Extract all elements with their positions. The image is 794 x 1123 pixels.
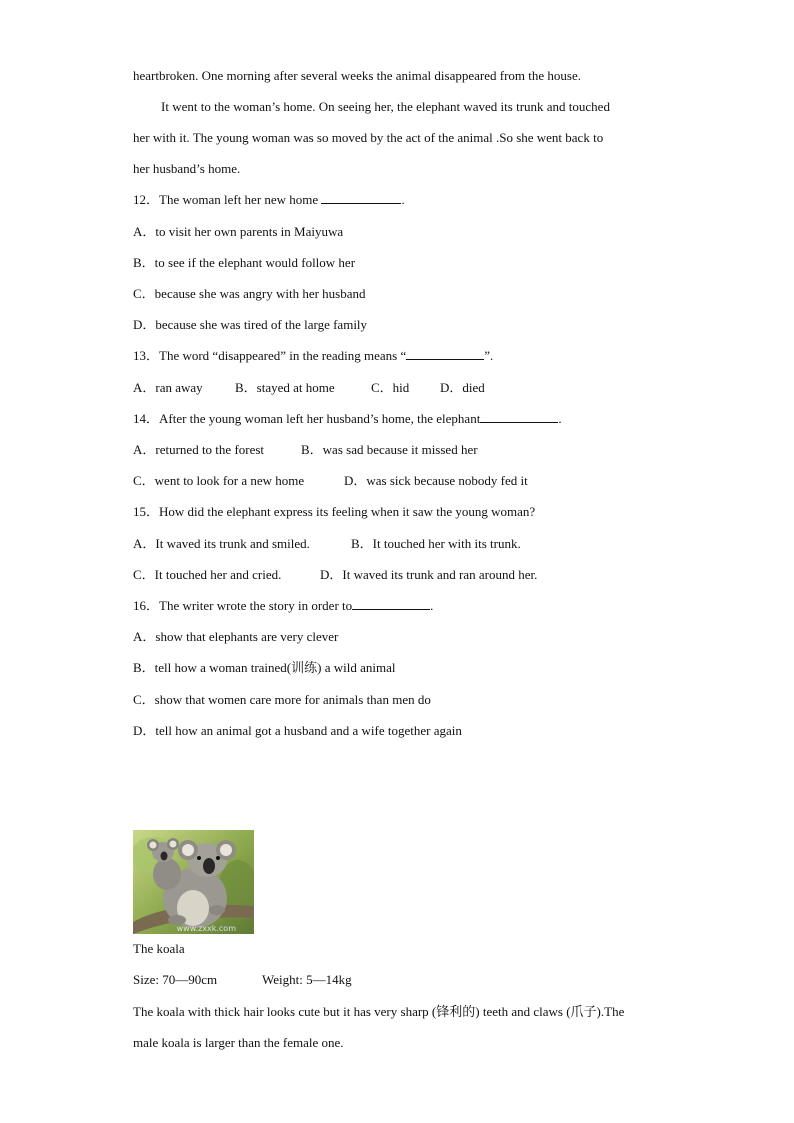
passage-line: her husband’s home. xyxy=(133,161,241,176)
option-a: A．show that elephants are very clever xyxy=(133,629,339,644)
question-14-options-cd xyxy=(133,473,528,489)
option-d: D．died xyxy=(440,380,485,395)
koala-size: Size: 70—90cm xyxy=(133,972,218,987)
option-b: B．to see if the elephant would follow her xyxy=(133,255,356,270)
question-13-options xyxy=(133,380,485,396)
option-d: D．was sick because nobody fed it xyxy=(344,473,528,488)
passage-line: her with it. The young woman was so moved by the act of the animal .So she went back to xyxy=(133,130,604,145)
answer-blank xyxy=(406,348,484,360)
passage-line: heartbroken. One morning after several weeks the animal disappeared from the house. xyxy=(133,68,581,83)
koala-photo xyxy=(133,830,254,934)
koala-stats xyxy=(133,972,352,988)
question-14-options-ab xyxy=(133,442,478,458)
question-14-stem xyxy=(133,411,562,427)
passage-line: It went to the woman’s home. On seeing her, the elephant waved its trunk and touched xyxy=(161,99,610,114)
option-d: D．because she was tired of the large family xyxy=(133,317,368,332)
koala-caption: The koala xyxy=(133,941,185,956)
option-a: A．ran away xyxy=(133,380,203,395)
question-text: 12．The woman left her new home xyxy=(133,192,319,207)
question-15-options-cd xyxy=(133,567,537,583)
question-text: 14．After the young woman left her husband’s home, the elephant xyxy=(133,411,481,426)
option-b: B．stayed at home xyxy=(235,380,335,395)
option-b: B．It touched her with its trunk. xyxy=(351,536,521,551)
question-15-stem: 15．How did the elephant express its feeling when it saw the young woman? xyxy=(133,504,536,519)
option-d: D．tell how an animal got a husband and a wife together again xyxy=(133,723,462,738)
koala-description: male koala is larger than the female one. xyxy=(133,1035,344,1050)
option-a: A．It waved its trunk and smiled. xyxy=(133,536,310,551)
question-end: . xyxy=(558,411,562,426)
option-c: C．show that women care more for animals than men do xyxy=(133,692,431,707)
option-c: C．It touched her and cried. xyxy=(133,567,282,582)
option-a: A．to visit her own parents in Maiyuwa xyxy=(133,224,344,239)
watermark: www.zxxk.com xyxy=(176,924,236,933)
option-d: D．It waved its trunk and ran around her. xyxy=(320,567,538,582)
question-12-stem xyxy=(133,192,405,208)
koala-illustration xyxy=(133,830,254,934)
question-end: . xyxy=(401,192,405,207)
question-16-stem xyxy=(133,598,433,614)
answer-blank xyxy=(321,192,401,204)
question-text: 16．The writer wrote the story in order to xyxy=(133,598,353,613)
question-15-options-ab xyxy=(133,536,521,552)
answer-blank xyxy=(352,598,430,610)
option-b: B．was sad because it missed her xyxy=(301,442,478,457)
option-b: B．tell how a woman trained(训练) a wild animal xyxy=(133,660,396,675)
question-13-stem xyxy=(133,348,493,364)
option-c: C．because she was angry with her husband xyxy=(133,286,366,301)
option-c: C．went to look for a new home xyxy=(133,473,305,488)
koala-description: The koala with thick hair looks cute but it has very sharp (锋利的) teeth and claws (爪子).The xyxy=(133,1004,625,1019)
answer-blank xyxy=(480,411,558,423)
koala-weight: Weight: 5—14kg xyxy=(262,972,352,987)
question-text: 13．The word “disappeared” in the reading means “ xyxy=(133,348,407,363)
option-c: C．hid xyxy=(371,380,410,395)
question-end: . xyxy=(430,598,434,613)
option-a: A．returned to the forest xyxy=(133,442,265,457)
question-end: ”. xyxy=(484,348,494,363)
